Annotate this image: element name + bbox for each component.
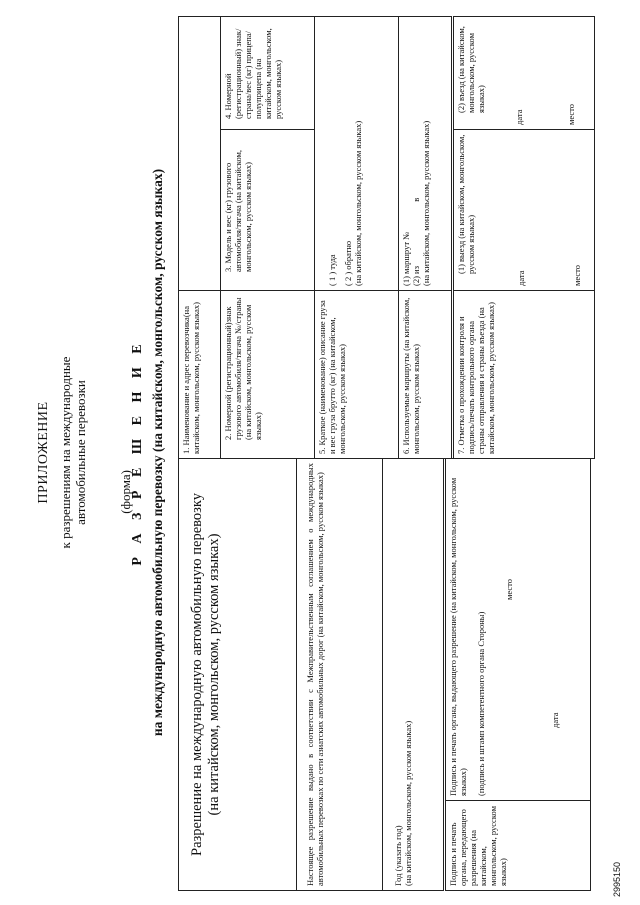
issuer-signature-cell: [445, 458, 591, 800]
field-7-entry-place: место: [566, 104, 576, 125]
permit-right-panel: [178, 16, 595, 459]
document-title: Р А З Р Е Ш Е Н И Е: [130, 339, 145, 566]
field-7-label: 7. Отметка о прохождении контроля и подпись/печать контрольного органа страны отправления и страны въезда (на китайском, монгольском, русском языках): [456, 302, 496, 454]
issuer-signature-label: Подпись и печать органа, выдающего разрешение (на китайском, монгольском, русском языках): [448, 477, 468, 796]
field-4-label: 4. Номерной (регистрационный) знак/страна/вес (кг) прицепа/полуприцепа (на китайском, монгольском, русском языках): [223, 28, 283, 119]
permit-heading-cell: [179, 458, 297, 890]
permit-heading-langs: (на китайском, монгольском, русском языках): [206, 533, 222, 816]
form-label: (форма): [118, 470, 133, 514]
field-7-entry-date: дата: [514, 109, 524, 125]
field-7-exit: (1) выезд (на китайском, монгольском, русском языках): [456, 134, 476, 274]
field-7-exit-date: дата: [516, 270, 526, 286]
issued-text-cell: [297, 458, 383, 890]
appendix-subtitle: [58, 0, 88, 905]
field-3-model: [221, 130, 315, 291]
field-6-langs: (на китайском, монгольском, русском языках): [421, 120, 431, 286]
field-2-label: 2. Номерной (регистрационный)знак грузового автомобиля/тягача №/страны (на китайском, монгольском, русском языках): [223, 297, 263, 440]
field-7-entry-cell: [453, 17, 595, 130]
transfer-signature-label: Подпись и печать органа, передающего разрешения (на китайском, монгольском, русском языках): [448, 806, 508, 886]
field-2-plate: [221, 291, 315, 459]
field-6-from-to: [411, 21, 421, 286]
field-5-option-there: ( 1 ) туда: [327, 254, 337, 286]
issuer-date-label: дата: [550, 712, 560, 728]
issuer-place-label: место: [504, 579, 514, 600]
field-6-label: 6. Используемые маршруты (на китайском, монгольском, русском языках): [401, 297, 421, 454]
field-7-exit-place: место: [572, 265, 582, 286]
field-6-to: в: [411, 197, 421, 202]
field-1-value: [179, 17, 221, 291]
field-5-cargo: [315, 291, 399, 459]
document-subtitle: на международную автомобильную перевозку (на китайском, монгольском, русском языках): [150, 168, 165, 737]
field-5-option-langs: (на китайском, монгольском, русском языках): [353, 120, 363, 286]
permit-heading: Разрешение на международную автомобильную перевозку: [189, 493, 205, 856]
field-6-route-number: (1) маршрут №: [401, 231, 411, 286]
year-cell: [383, 458, 445, 890]
field-1-carrier: [179, 291, 221, 459]
permit-left-panel: [178, 458, 591, 891]
field-1-label: 1. Наименование и адрес перевозчика(на китайском, монгольском, русском языках): [181, 302, 201, 454]
field-4-trailer: [221, 17, 315, 130]
year-langs: (на китайском, монгольском, русском языках): [403, 720, 413, 886]
field-3-label: 3. Модель и вес (кг) грузового автомобиля/тягача (на китайском, монгольском, русском языках): [223, 149, 253, 272]
field-7-entry: (2) въезд (на китайском, монгольском, русском языках): [456, 26, 486, 113]
field-5-label: 5. Краткое (наименование) описание груза и вес груза брутто (кг) (на китайском, монгольском, русском языках): [317, 300, 347, 454]
field-5-option-back: ( 2 ) обратно: [343, 240, 353, 286]
field-7-exit-cell: [453, 130, 595, 291]
year-label: Год (указать год): [393, 825, 403, 886]
issuer-stamp-label: (подпись и штамп компетентного органа Стороны): [476, 611, 486, 796]
field-6-from: (2) из: [411, 266, 421, 286]
document-id-code: 2995150: [612, 861, 622, 897]
appendix-title: ПРИЛОЖЕНИЕ: [36, 401, 51, 504]
appendix-subtitle-line2: автомобильные перевозки: [73, 380, 88, 525]
field-6-routes: [399, 291, 453, 459]
field-6-values: [399, 17, 453, 291]
issued-text: Настоящее разрешение выдано в соответствии с Межправительственным соглашением о международных автомобильных перевозках по сети азиатских автомобильных дорог (на китайском, монгольском, русском языках): [305, 462, 325, 886]
transfer-signature-cell: [445, 801, 591, 891]
field-7-control: [453, 291, 595, 459]
field-5-options: [315, 17, 399, 291]
appendix-subtitle-line1: к разрешениям на международные: [58, 356, 73, 549]
